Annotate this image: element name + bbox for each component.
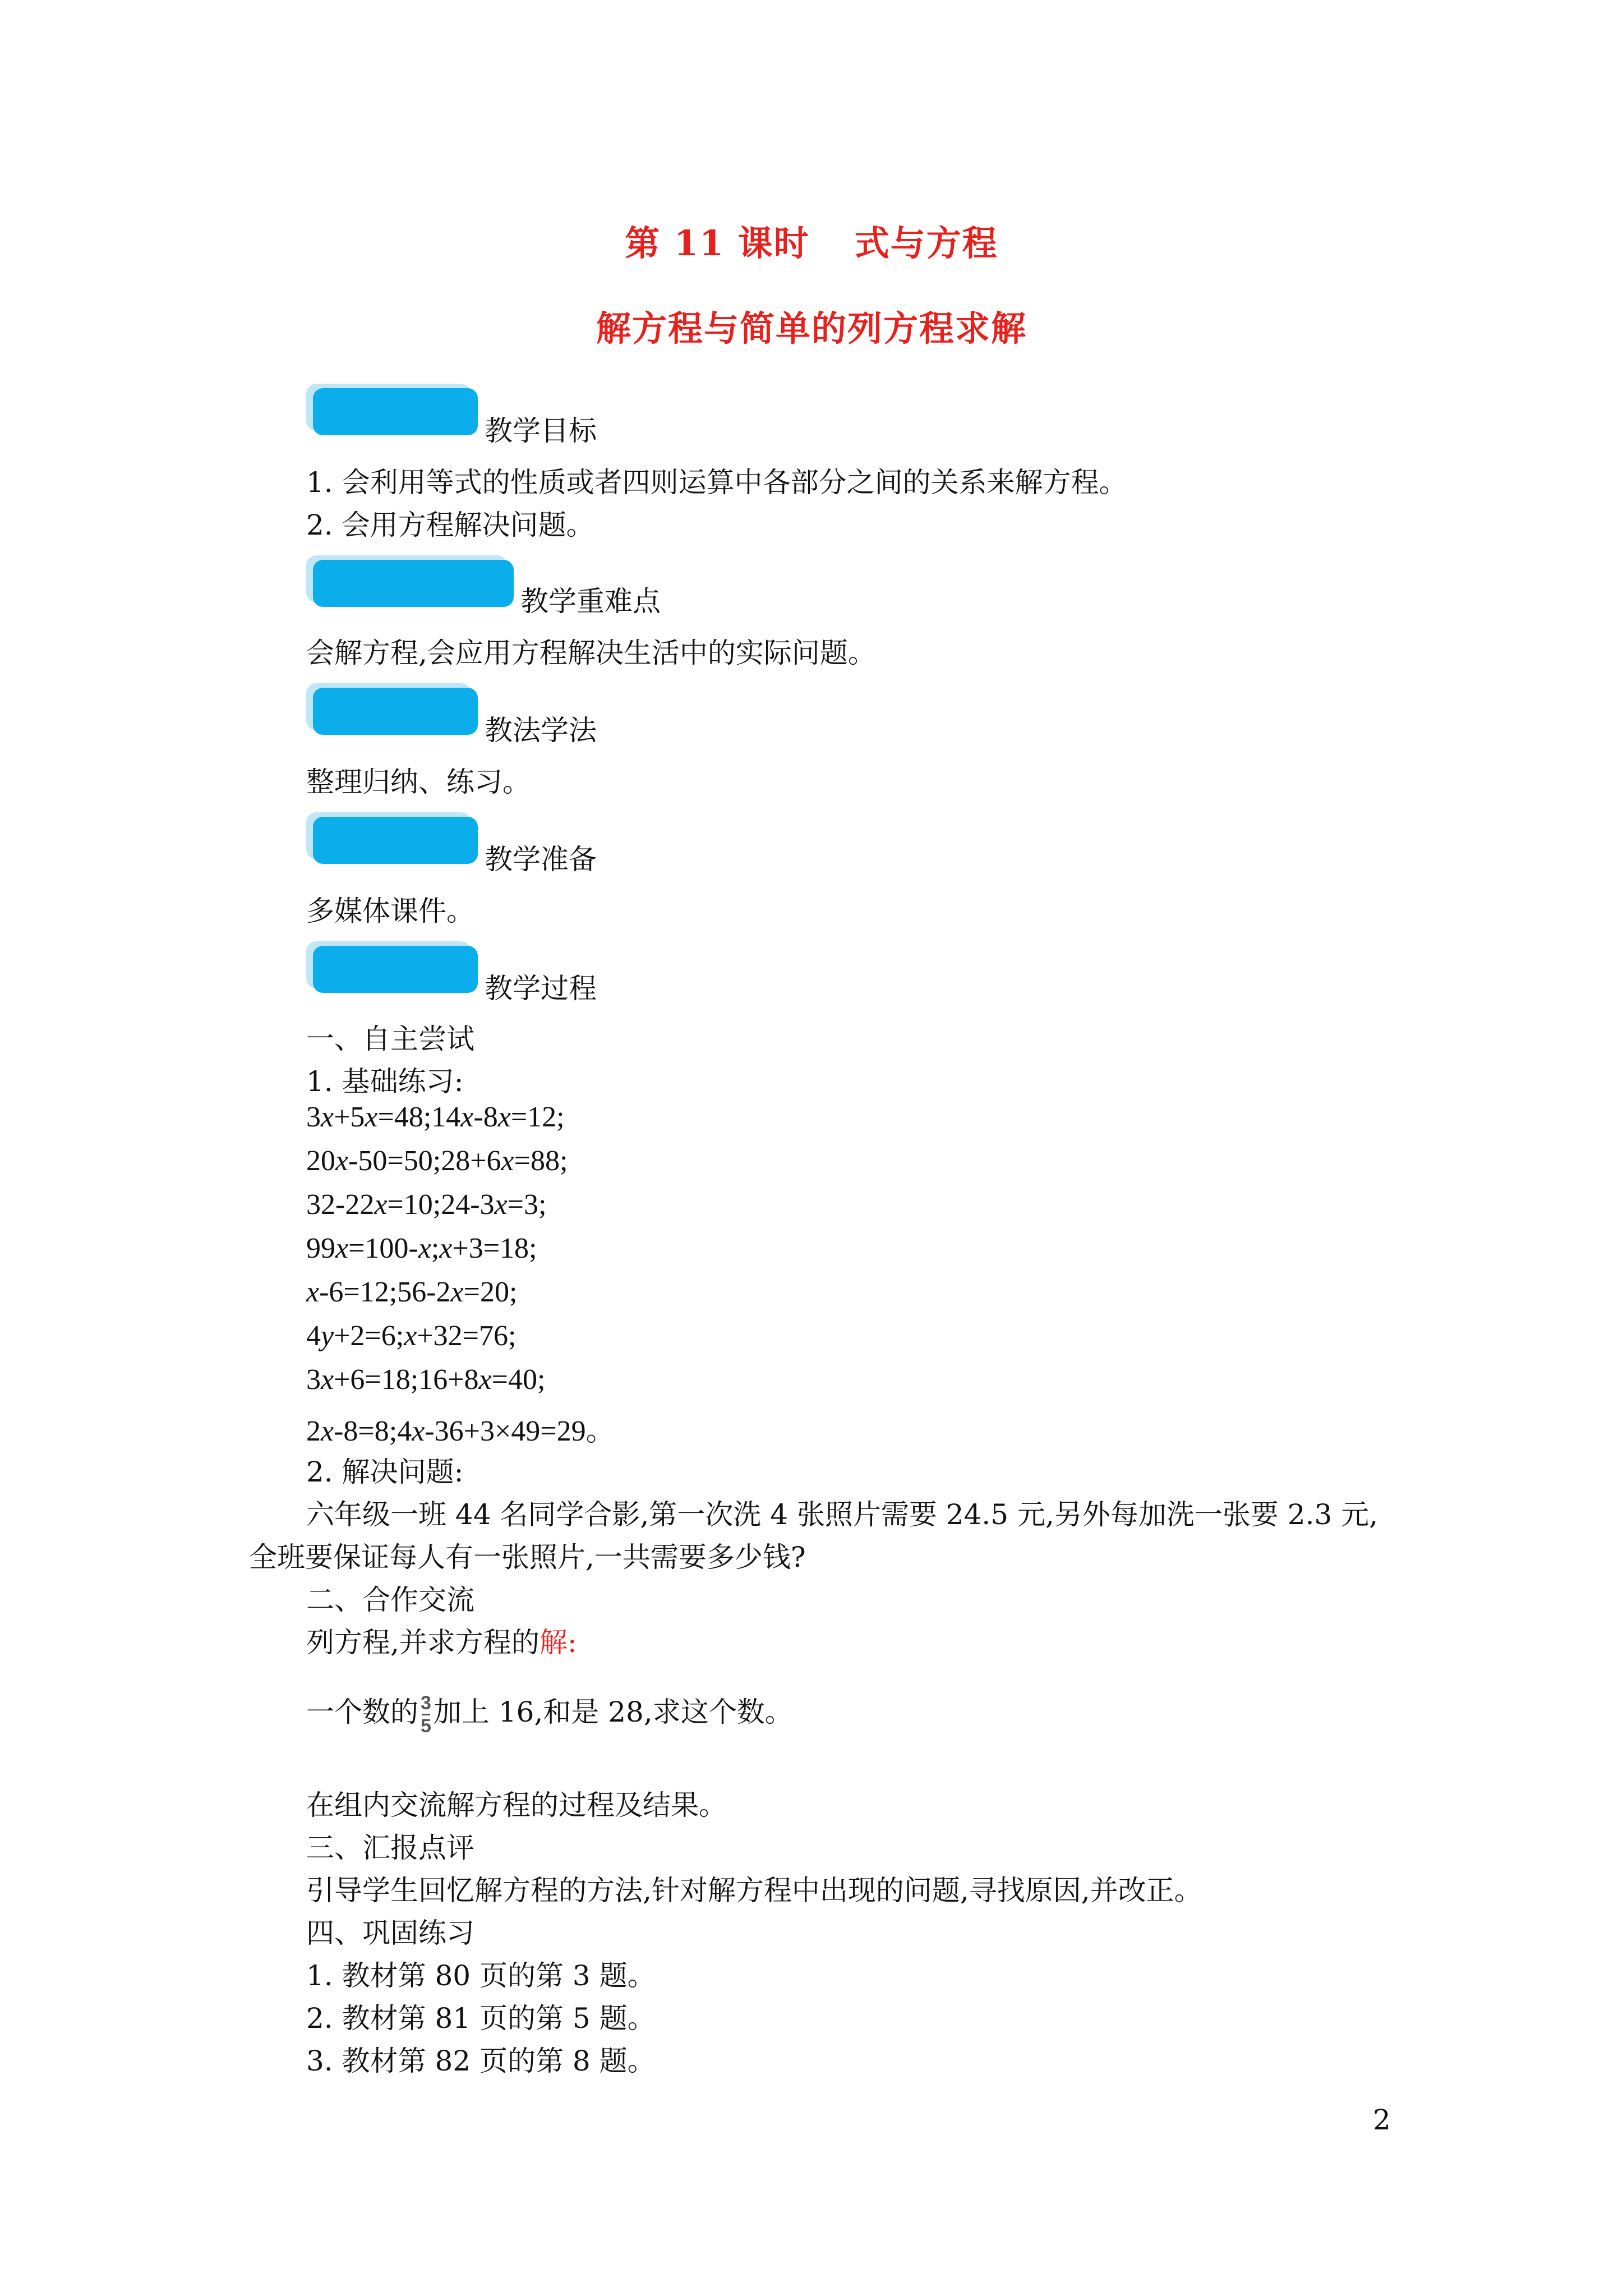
- fraction: [421, 1692, 431, 1737]
- method-text: 整理归纳、练习。: [306, 766, 531, 798]
- word-problem-line: 全班要保证每人有一张照片,一共需要多少钱?: [249, 1541, 806, 1573]
- section-tab-method: [313, 688, 478, 735]
- lesson-number: 第 11 课时: [625, 223, 810, 264]
- word-problem-line: 六年级一班 44 名同学合影,第一次洗 4 张照片需要 24.5 元,另外每加洗一张要 2.3 元,: [306, 1498, 1378, 1531]
- process-item-basic: 1. 基础练习:: [306, 1065, 464, 1098]
- practice-item: 2. 教材第 81 页的第 5 题。: [306, 2002, 656, 2035]
- equation-line: 2x-8=8;4x-36+3×49=29。: [306, 1415, 615, 1447]
- section-tab-process: [313, 946, 478, 993]
- practice-item: 1. 教材第 80 页的第 3 题。: [306, 1959, 656, 1992]
- section-heading-process: 教学过程: [485, 972, 597, 1005]
- prep-text: 多媒体课件。: [306, 895, 474, 927]
- equation-line: 99x=100-x;x+3=18;: [306, 1232, 537, 1264]
- section-tab-key: [313, 560, 514, 607]
- cooperation-text: 在组内交流解方程的过程及结果。: [306, 1789, 727, 1821]
- section-tab-goals: [313, 388, 478, 435]
- equation-line: 4y+2=6;x+32=76;: [306, 1320, 517, 1352]
- fraction-problem-suffix: 加上 16,和是 28,求这个数。: [433, 1696, 793, 1728]
- fraction-problem-prefix: 一个数的: [306, 1696, 418, 1728]
- process-heading-2: 二、合作交流: [306, 1584, 474, 1616]
- section-heading-key: 教学重难点: [520, 585, 661, 618]
- equation-line: x-6=12;56-2x=20;: [306, 1276, 518, 1308]
- fraction-denominator: 5: [421, 1715, 431, 1737]
- equation-line: 3x+6=18;16+8x=40;: [306, 1364, 546, 1396]
- page-title: [0, 215, 1623, 265]
- section-heading-prep: 教学准备: [485, 843, 597, 876]
- page-number: 2: [1373, 2104, 1391, 2136]
- process-heading-4: 四、巩固练习: [306, 1917, 474, 1949]
- key-points-text: 会解方程,会应用方程解决生活中的实际问题。: [306, 637, 876, 669]
- fraction-numerator: 3: [421, 1692, 431, 1714]
- review-text: 引导学生回忆解方程的方法,针对解方程中出现的问题,寻找原因,并改正。: [306, 1874, 1202, 1907]
- equation-line: 32-22x=10;24-3x=3;: [306, 1189, 547, 1221]
- section-heading-method: 教法学法: [485, 714, 597, 747]
- goal-item: 1. 会利用等式的性质或者四则运算中各部分之间的关系来解方程。: [306, 466, 1127, 499]
- fraction-problem: [306, 1690, 793, 1737]
- cooperation-instruction: [306, 1620, 577, 1660]
- equation-line: 20x-50=50;28+6x=88;: [306, 1145, 568, 1177]
- equation-line: 3x+5x=48;14x-8x=12;: [306, 1101, 565, 1133]
- practice-item: 3. 教材第 82 页的第 8 题。: [306, 2045, 656, 2077]
- instruction-text: 列方程,并求方程的: [306, 1626, 540, 1659]
- goal-item: 2. 会用方程解决问题。: [306, 509, 594, 541]
- process-heading-1: 一、自主尝试: [306, 1023, 474, 1055]
- lesson-topic: 式与方程: [854, 223, 998, 264]
- process-item-problem: 2. 解决问题:: [306, 1456, 464, 1488]
- instruction-highlight: 解:: [539, 1626, 577, 1659]
- page-subtitle: 解方程与简单的列方程求解: [596, 308, 1027, 349]
- section-tab-prep: [313, 817, 478, 864]
- section-heading-goals: 教学目标: [485, 415, 597, 447]
- process-heading-3: 三、汇报点评: [306, 1832, 474, 1864]
